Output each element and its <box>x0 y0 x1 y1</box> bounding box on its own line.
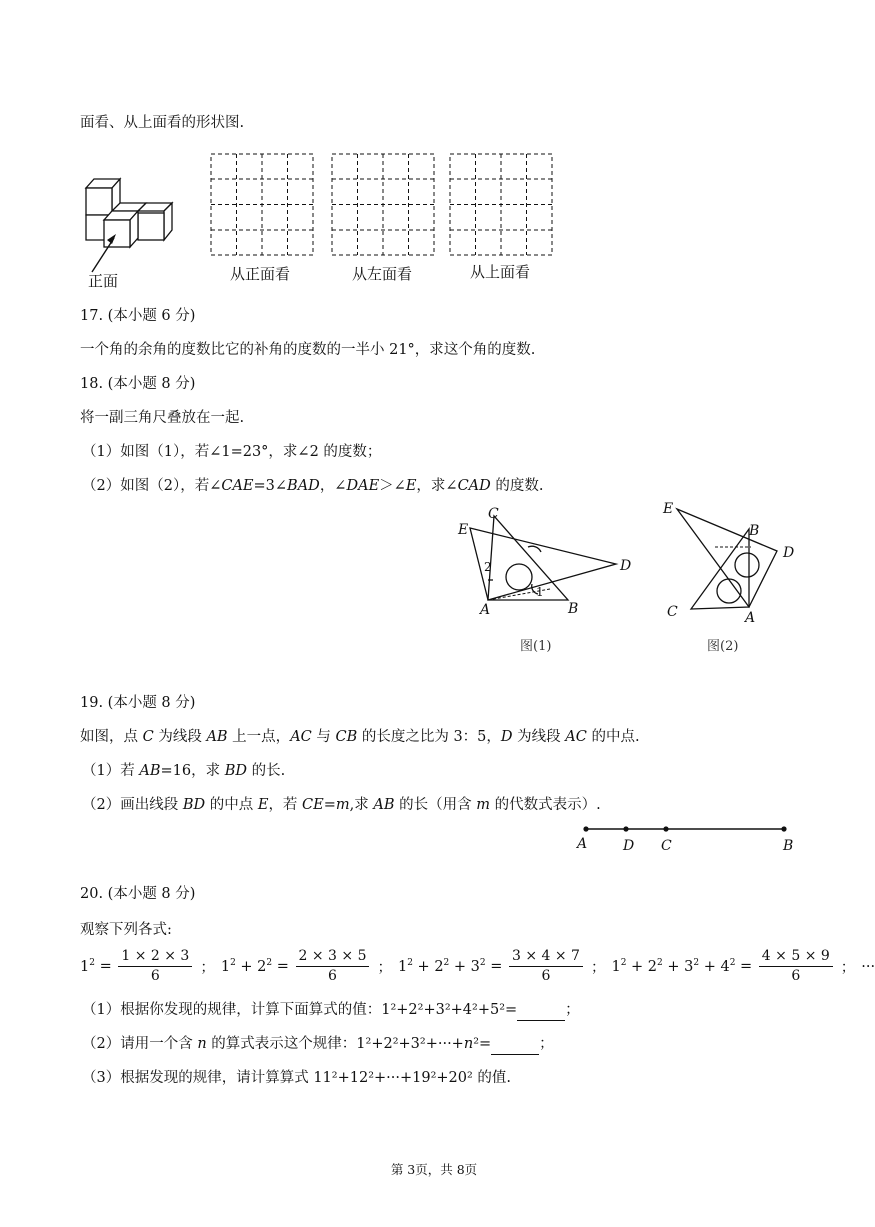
q19-part2: （2）画出线段 BD 的中点 E，若 CE=m,求 AB 的长（用含 m 的代数式表示）. <box>82 797 601 813</box>
answer-blank-1[interactable] <box>517 1000 565 1021</box>
intro-line: 面看、从上面看的形状图. <box>80 115 245 131</box>
fig1-label-a: A <box>480 602 491 618</box>
answer-blank-2[interactable] <box>491 1034 539 1055</box>
grid-top <box>449 153 555 257</box>
fig2-label-b: B <box>749 523 760 539</box>
q20-part2: （2）请用一个含 n 的算式表示这个规律：1²+2²+3²+···+n²= ； <box>82 1034 554 1055</box>
segment-label-b: B <box>783 838 794 854</box>
triangle-figure-1 <box>448 500 638 660</box>
q18-intro: 将一副三角尺叠放在一起. <box>80 410 245 426</box>
fig2-label-c: C <box>667 604 678 620</box>
triangle-figure-2 <box>655 495 815 660</box>
fig1-label-b: B <box>568 601 579 617</box>
q20-formulas: $1^2$ = $\frac{1 \times 2 \times 3}{6}$ ； $1^2 + 2^2$ = $\frac{2 \times 3 \times 5}{6}$ ； $1^2 + 2^2 + 3^2$ = $\frac{3 \times 4 \times 7}{6}$ ； $1^2 + 2^2 + 3^2 + 4^2$ = $\frac{4 \times 5 \times 9}{6}$ ； ··· <box>80 948 875 984</box>
fig2-caption: 图(2) <box>707 639 739 654</box>
grid-left <box>331 153 437 257</box>
fig2-label-a: A <box>745 610 756 626</box>
q20-part1: （1）根据你发现的规律，计算下面算式的值：1²+2²+3²+4²+5²= ； <box>82 1000 580 1021</box>
q20-header: 20. (本小题 8 分) <box>80 886 196 902</box>
formula-2: $1^2 + 2^2$ = $\frac{2 \times 3 \times 5}{6}$ <box>221 948 372 985</box>
q19-part1: （1）若 AB=16，求 BD 的长. <box>82 763 286 779</box>
caption-top-view: 从上面看 <box>470 263 531 281</box>
segment-label-c: C <box>661 838 672 854</box>
segment-label-d: D <box>623 838 635 854</box>
fig2-label-e: E <box>663 501 674 517</box>
fig1-angle-1: 1 <box>536 585 544 599</box>
q20-part3: （3）根据发现的规律，请计算算式 11²+12²+···+19²+20² 的值. <box>82 1070 512 1086</box>
formula-4: $1^2 + 2^2 + 3^2 + 4^2$ = $\frac{4 \times 5 \times 9}{6}$ <box>611 948 834 985</box>
formula-3: $1^2 + 2^2 + 3^2$ = $\frac{3 \times 4 \times 7}{6}$ <box>398 948 585 985</box>
fig1-label-e: E <box>458 522 469 538</box>
q17-header: 17. (本小题 6 分) <box>80 308 196 324</box>
page-footer: 第 3页，共 8页 <box>390 1162 478 1177</box>
q18-header: 18. (本小题 8 分) <box>80 376 196 392</box>
grid-front <box>210 153 316 257</box>
q19-header: 19. (本小题 8 分) <box>80 695 196 711</box>
caption-left-view: 从左面看 <box>352 265 413 283</box>
q18-part1: （1）如图（1），若∠1=23°，求∠2 的度数； <box>82 444 382 460</box>
caption-front-view: 从正面看 <box>230 265 291 283</box>
formula-1: $1^2$ = $\frac{1 \times 2 \times 3}{6}$ <box>80 948 194 985</box>
fig1-label-c: C <box>488 506 499 522</box>
q17-text: 一个角的余角的度数比它的补角的度数的一半小 21°，求这个角的度数. <box>80 342 536 358</box>
segment-label-a: A <box>577 836 588 852</box>
q19-text: 如图，点 C 为线段 AB 上一点，AC 与 CB 的长度之比为 3：5，D 为线段 AC 的中点. <box>80 729 640 745</box>
segment-figure <box>572 820 802 856</box>
q20-intro: 观察下列各式: <box>80 922 172 938</box>
q18-part2: （2）如图（2），若∠CAE=3∠BAD，∠DAE＞∠E，求∠CAD 的度数. <box>82 478 544 494</box>
fig1-label-d: D <box>620 558 632 574</box>
front-label: 正面 <box>88 272 119 290</box>
fig1-caption: 图(1) <box>520 639 552 654</box>
fig1-angle-2: 2 <box>484 560 492 574</box>
fig2-label-d: D <box>783 545 795 561</box>
formula-ellipsis: ··· <box>861 958 875 975</box>
